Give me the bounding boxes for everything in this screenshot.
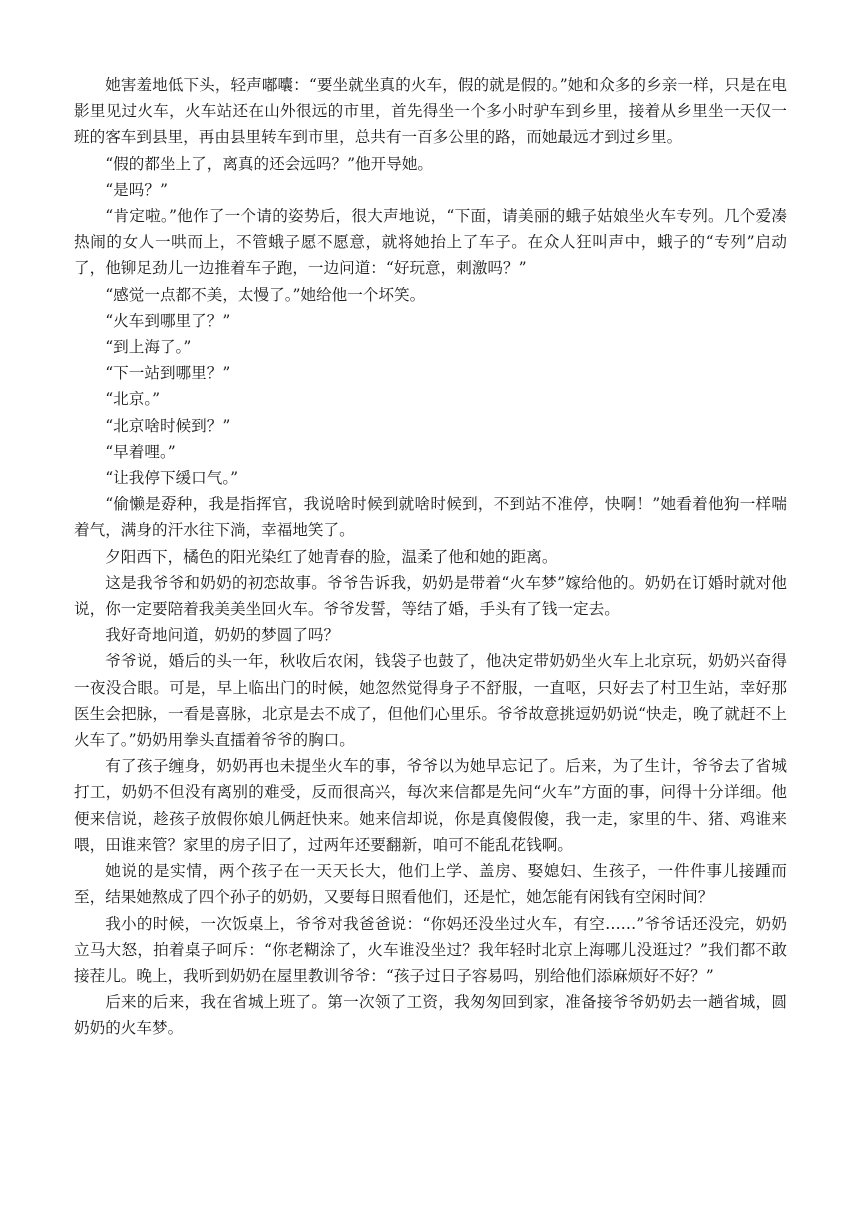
paragraph: 我小的时候，一次饭桌上，爷爷对我爸爸说：“你妈还没坐过火车，有空……”爷爷话还没完，奶奶立马大怒，拍着桌子呵斥：“你老糊涂了，火车谁没坐过？我年轻时北京上海哪儿没逛过？”我们都不敢接茬儿。晚上，我听到奶奶在屋里教训爷爷：“孩子过日子容易吗，别给他们添麻烦好不好？” (74, 914, 787, 985)
paragraph: 她说的是实情，两个孩子在一天天长大，他们上学、盖房、娶媳妇、生孩子，一件件事儿接踵而至，结果她熬成了四个孙子的奶奶，又要每日照看他们，还是忙，她怎能有闲钱有空闲时间？ (74, 862, 787, 907)
paragraph: 后来的后来，我在省城上班了。第一次领了工资，我匆匆回到家，准备接爷爷奶奶去一趟省城，圆奶奶的火车梦。 (74, 993, 787, 1038)
paragraph: 有了孩子缠身，奶奶再也未提坐火车的事，爷爷以为她早忘记了。后来，为了生计，爷爷去了省城打工，奶奶不但没有离别的难受，反而很高兴，每次来信都是先问“火车”方面的事，问得十分详细。他便来信说，趁孩子放假你娘儿俩赶快来。她来信却说，你是真傻假傻，我一走，家里的牛、猪、鸡谁来喂，田谁来管？家里的房子旧了，过两年还要翻新，咱可不能乱花钱啊。 (74, 757, 787, 854)
paragraph: “是吗？” (105, 180, 168, 199)
paragraph: “偷懒是孬种，我是指挥官，我说啥时候到就啥时候到，不到站不准停，快啊！”她看着他狗一样喘着气，满身的汗水往下淌，幸福地笑了。 (74, 495, 787, 540)
paragraph: “感觉一点都不美，太慢了。”她给他一个坏笑。 (105, 285, 426, 304)
paragraph: 爷爷说，婚后的头一年，秋收后农闲，钱袋子也鼓了，他决定带奶奶坐火车上北京玩，奶奶兴奋得一夜没合眼。可是，早上临出门的时候，她忽然觉得身子不舒服，一直呕，只好去了村卫生站，幸好那医生会把脉，一看是喜脉，北京是去不成了，但他们心里乐。爷爷故意挑逗奶奶说“快走，晚了就赶不上火车了。”奶奶用拳头直擂着爷爷的胸口。 (74, 652, 787, 750)
paragraph: “早着哩。” (105, 442, 176, 461)
paragraph: 她害羞地低下头，轻声嘟囔：“要坐就坐真的火车，假的就是假的。”她和众多的乡亲一样，只是在电影里见过火车，火车站还在山外很远的市里，首先得坐一个多小时驴车到乡里，接着从乡里坐一天仅一班的客车到县里，再由县里转车到市里，总共有一百多公里的路，而她最远才到过乡里。 (74, 76, 787, 147)
paragraph: “北京。” (105, 390, 161, 409)
paragraph: “肯定啦。”他作了一个请的姿势后，很大声地说，“下面，请美丽的蛾子姑娘坐火车专列。几个爱凑热闹的女人一哄而上，不管蛾子愿不愿意，就将她抬上了车子。在众人狂叫声中，蛾子的“专列”启动了，他铆足劲儿一边推着车子跑，一边问道：“好玩意，刺激吗？” (74, 207, 787, 278)
paragraph: 我好奇地问道，奶奶的梦圆了吗？ (105, 626, 340, 645)
paragraph: 夕阳西下，橘色的阳光染红了她青春的脸，温柔了他和她的距离。 (105, 547, 558, 566)
paragraph: “北京啥时候到？” (105, 416, 231, 435)
document-page (74, 72, 787, 1042)
paragraph: “到上海了。” (105, 338, 192, 357)
paragraph: “下一站到哪里？” (105, 364, 231, 383)
paragraph: “假的都坐上了，离真的还会远吗？”他开导她。 (105, 154, 434, 173)
paragraph: 这是我爷爷和奶奶的初恋故事。爷爷告诉我，奶奶是带着“火车梦”嫁给他的。奶奶在订婚时就对他说，你一定要陪着我美美坐回火车。爷爷发誓，等结了婚，手头有了钱一定去。 (74, 573, 787, 619)
paragraph: “让我停下缓口气。” (105, 469, 239, 488)
paragraph: “火车到哪里了？” (105, 311, 231, 330)
